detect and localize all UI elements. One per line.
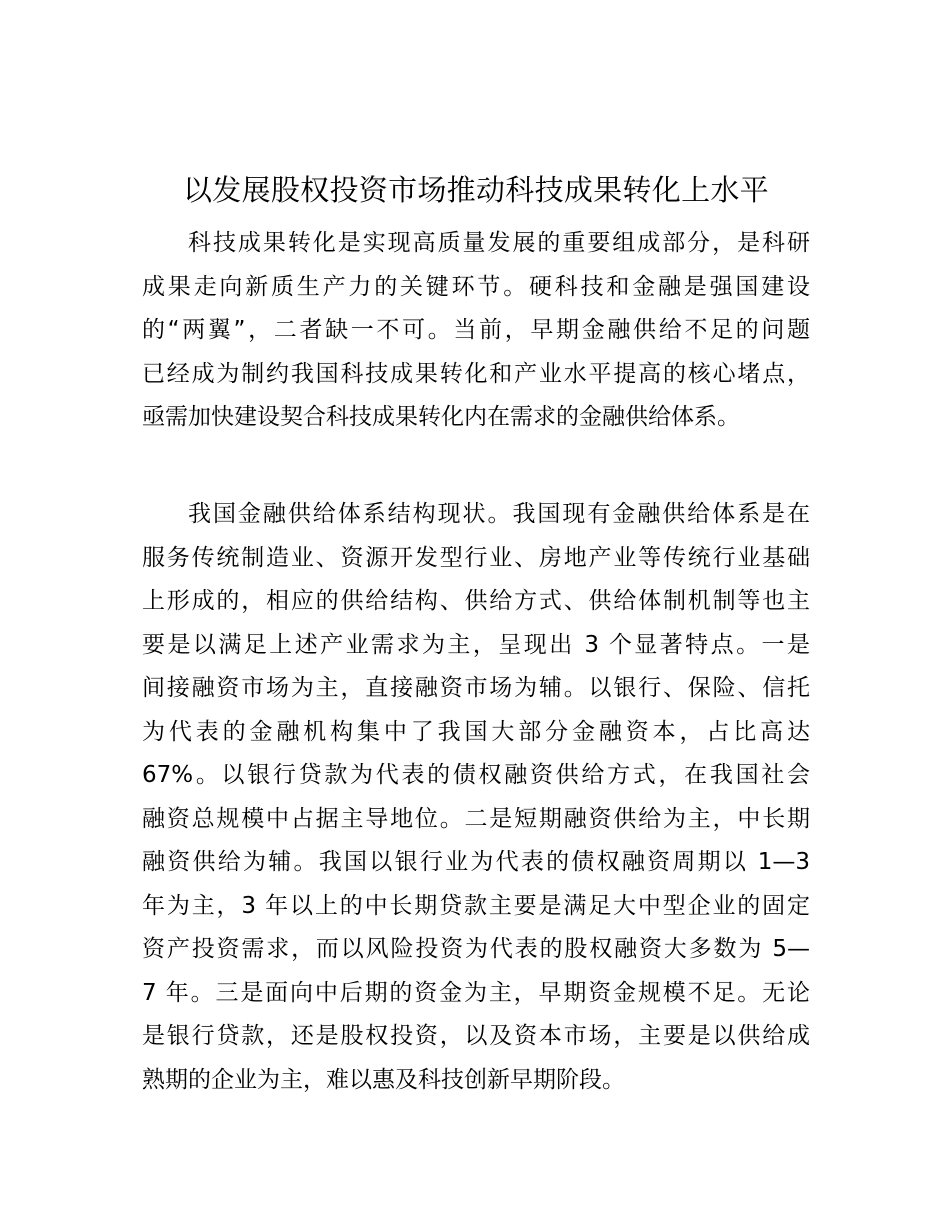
paragraph-line: 融资总规模中占据主导地位。二是短期融资供给为主，中长期 xyxy=(142,805,810,832)
paragraph-financial-supply-structure xyxy=(142,493,810,1102)
paragraph-line: 资产投资需求，而以风险投资为代表的股权融资大多数为 5— xyxy=(142,936,810,962)
paragraph-line: 的“两翼”，二者缺一不可。当前，早期金融供给不足的问题 xyxy=(142,317,810,343)
document-title: 以发展股权投资市场推动科技成果转化上水平 xyxy=(182,173,769,207)
paragraph-line: 熟期的企业为主，难以惠及科技创新早期阶段。 xyxy=(142,1066,625,1093)
paragraph-line: 我国金融供给体系结构现状。我国现有金融供给体系是在 xyxy=(188,501,810,527)
paragraph-line: 为代表的金融机构集中了我国大部分金融资本，占比高达 xyxy=(142,718,810,745)
paragraph-line: 67%。以银行贷款为代表的债权融资供给方式，在我国社会 xyxy=(142,762,810,788)
paragraph-line: 已经成为制约我国科技成果转化和产业水平提高的核心堵点， xyxy=(142,360,810,387)
paragraph-line: 是银行贷款，还是股权投资，以及资本市场，主要是以供给成 xyxy=(142,1023,810,1049)
paragraph-line: 7 年。三是面向中后期的资金为主，早期资金规模不足。无论 xyxy=(142,979,810,1006)
paragraph-line: 上形成的，相应的供给结构、供给方式、供给体制机制等也主 xyxy=(142,588,810,614)
paragraph-intro xyxy=(142,222,810,440)
paragraph-line: 成果走向新质生产力的关键环节。硬科技和金融是强国建设 xyxy=(142,273,810,300)
paragraph-line: 年为主，3 年以上的中长期贷款主要是满足大中型企业的固定 xyxy=(142,892,810,919)
paragraph-line: 间接融资市场为主，直接融资市场为辅。以银行、保险、信托 xyxy=(142,675,810,701)
paragraph-line: 服务传统制造业、资源开发型行业、房地产业等传统行业基础 xyxy=(142,544,810,571)
paragraph-line: 要是以满足上述产业需求为主，呈现出 3 个显著特点。一是 xyxy=(142,631,810,658)
paragraph-line: 融资供给为辅。我国以银行业为代表的债权融资周期以 1—3 xyxy=(142,849,810,875)
paragraph-line: 科技成果转化是实现高质量发展的重要组成部分，是科研 xyxy=(188,230,810,256)
paragraph-line: 亟需加快建设契合科技成果转化内在需求的金融供给体系。 xyxy=(142,404,740,430)
